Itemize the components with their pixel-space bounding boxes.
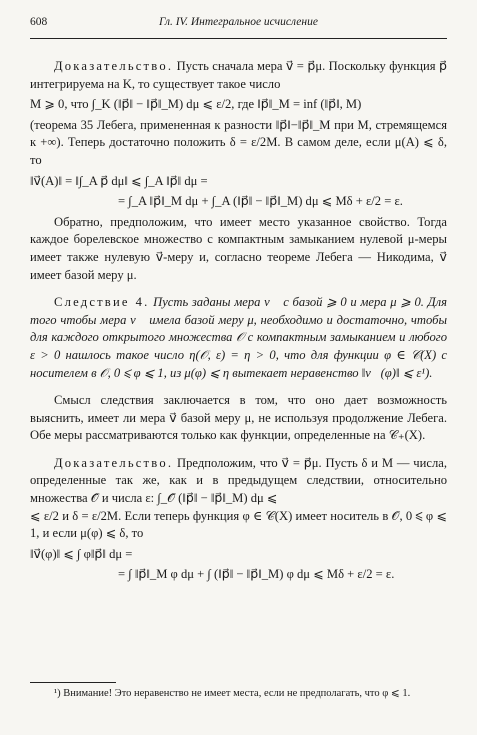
proof2-text2: ⩽ ε/2 и δ = ε/2M. Если теперь функция φ ∈ 𝒞(X) имеет носитель в 𝒪, 0 ⩽ φ ⩽ 1, и если μ(φ) ⩽ δ, то [30,508,447,541]
main-text [30,58,447,587]
proof1-condition: M ⩾ 0, что ∫_K (‖p⃗‖ − ‖p⃗‖_M) dμ ⩽ ε/2, где ‖p⃗‖_M = inf (‖p⃗‖, M) [30,97,362,112]
running-title: Гл. IV. Интегральное исчисление [159,16,318,28]
corollary-text: Пусть заданы мера v⃗ с базой ⩾ 0 и мера μ ⩾ 0. Для того чтобы мера v⃗ имела базой меру μ, необходимо и достаточно, чтобы для каждого открытого множества 𝒪 с компактным замыканием и любого ε > 0 нашлось такое число η(𝒪, ε) = η > 0, что для функции φ ∈ 𝒞(X) с носителем в 𝒪, 0 ⩽ φ ⩽ 1, из μ(φ) ⩽ η вытекает неравенство ‖v⃗(φ)‖ ⩽ ε¹). [30,295,447,380]
proof1-eq2: = ∫_A ‖p⃗‖_M dμ + ∫_A (‖p⃗‖ − ‖p⃗‖_M) dμ ⩽ Mδ + ε/2 = ε. [118,194,403,209]
proof1-label: Доказательство. [54,59,174,73]
footnote-rule [30,682,116,683]
proof1-eq1: ‖v⃗(A)‖ = ‖∫_A p⃗ dμ‖ ⩽ ∫_A ‖p⃗‖ dμ = [30,173,208,188]
corollary-4 [30,294,447,382]
proof1-paragraph [30,58,447,93]
footnote [30,687,447,701]
corollary-label: Следствие 4. [54,295,150,310]
proof1-line1: Пусть сначала мера v⃗ = p⃗μ. Поскольку функция p⃗ интегрируема на K, то существует такое число [30,59,447,91]
proof2-eq1: ‖v⃗(φ)‖ ⩽ ∫ φ‖p⃗‖ dμ = [30,546,133,561]
header-rule [30,38,447,39]
remark-paragraph: Смысл следствия заключается в том, что оно дает возможность выяснить, имеет ли мера v⃗ базой меру μ, не используя продолжение Лебега. Обе меры рассматриваются только как функции, определенные на 𝒞₊(X). [30,393,447,443]
proof2-label: Доказательство. [54,455,174,470]
proof1-converse: Обратно, предположим, что имеет место указанное свойство. Тогда каждое борелевское множество с компактным замыканием нулевой μ-меры имеет также нулевую v⃗-меру и, согласно теореме Лебега — Никодима, v⃗ имеет базой меру μ. [30,214,447,282]
proof2-paragraph [30,455,447,508]
page-number: 608 [30,16,48,28]
proof2-line1: Предположим, что v⃗ = p⃗μ. Пусть δ и M — числа, определенные так же, как и в предыдущем следствии, относительно множества 𝒪̄ и числа ε: ∫_𝒪̄ (‖p⃗‖ − ‖p⃗‖_M) dμ ⩽ [30,455,447,506]
footnote-text: ¹) Внимание! Это неравенство не имеет места, если не предполагать, что φ ⩽ 1. [54,688,411,699]
proof2-eq2: = ∫ ‖p⃗‖_M φ dμ + ∫ (‖p⃗‖ − ‖p⃗‖_M) φ dμ ⩽ Mδ + ε/2 = ε. [118,567,395,582]
running-header [30,16,447,36]
proof1-text2: (теорема 35 Лебега, примененная к разности ‖p⃗‖−‖p⃗‖_M при M, стремящемся к +∞). Теперь достаточно положить δ = ε/2M. В самом деле, если μ(A) ⩽ δ, то [30,117,447,167]
